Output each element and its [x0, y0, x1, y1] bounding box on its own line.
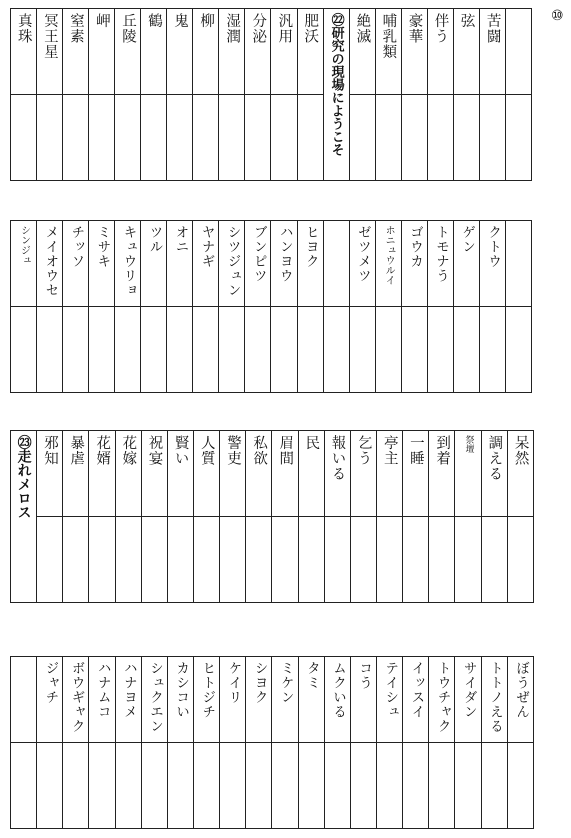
- prompt-text: トモナう: [433, 225, 450, 283]
- answer-cell[interactable]: [298, 743, 324, 829]
- answer-cell[interactable]: [89, 517, 115, 603]
- answer-cell[interactable]: [323, 307, 349, 393]
- prompt-text: トウチャク: [434, 661, 451, 734]
- prompt-text: 岬: [93, 13, 110, 29]
- prompt-cell: [481, 657, 507, 743]
- prompt-text: ジャチ: [42, 661, 59, 705]
- prompt-cell: [246, 657, 272, 743]
- answer-cell[interactable]: [349, 95, 375, 181]
- answer-cell[interactable]: [505, 307, 531, 393]
- answer-row: [11, 95, 532, 181]
- prompt-cell: [11, 221, 37, 307]
- prompt-cell: [323, 9, 349, 181]
- prompt-cell: [246, 431, 272, 517]
- answer-cell[interactable]: [115, 517, 141, 603]
- answer-cell[interactable]: [246, 517, 272, 603]
- prompt-cell: [11, 9, 37, 95]
- prompt-cell: [427, 221, 453, 307]
- answer-cell[interactable]: [350, 517, 376, 603]
- blank-cell: [505, 9, 531, 95]
- prompt-text: ムクいる: [330, 661, 346, 719]
- prompt-cell: [427, 9, 453, 95]
- answer-cell[interactable]: [297, 307, 323, 393]
- prompt-text: オニ: [172, 225, 189, 254]
- prompt-cell: [349, 221, 375, 307]
- prompt-text: 警吏: [224, 435, 241, 466]
- prompt-cell: [324, 657, 350, 743]
- prompt-cell: [455, 431, 481, 517]
- prompt-cell: [245, 9, 271, 95]
- prompt-cell: [376, 657, 402, 743]
- prompt-text: チッソ: [68, 225, 85, 269]
- prompt-text: 肥沃: [302, 13, 319, 44]
- answer-cell[interactable]: [427, 307, 453, 393]
- prompt-cell: [167, 431, 193, 517]
- worksheet-section-2: [10, 220, 532, 393]
- prompt-cell: [167, 221, 193, 307]
- prompt-cell: [63, 657, 89, 743]
- answer-cell[interactable]: [167, 95, 193, 181]
- prompt-cell: [481, 431, 507, 517]
- answer-cell[interactable]: [220, 743, 246, 829]
- prompt-text: 苦闘: [484, 13, 501, 44]
- prompt-cell: [167, 657, 193, 743]
- answer-cell[interactable]: [376, 743, 402, 829]
- prompt-text: 分泌: [250, 13, 267, 44]
- prompt-text: 呆然: [512, 435, 529, 466]
- prompt-text: シヨク: [251, 661, 268, 705]
- prompt-text: トトノえる: [486, 661, 503, 734]
- prompt-text: 民: [303, 435, 320, 451]
- answer-row: [11, 307, 532, 393]
- answer-cell[interactable]: [298, 517, 324, 603]
- prompt-cell: [193, 221, 219, 307]
- answer-row: [11, 517, 534, 603]
- answer-cell[interactable]: [455, 743, 481, 829]
- answer-cell[interactable]: [324, 743, 350, 829]
- prompt-cell: [507, 657, 533, 743]
- answer-cell[interactable]: [455, 517, 481, 603]
- prompt-text: 到着: [434, 435, 451, 466]
- answer-cell[interactable]: [89, 95, 115, 181]
- answer-cell[interactable]: [246, 743, 272, 829]
- prompt-text: シツジュン: [224, 225, 241, 298]
- answer-cell[interactable]: [453, 307, 479, 393]
- blank-cell: [505, 221, 531, 307]
- answer-cell[interactable]: [115, 95, 141, 181]
- prompt-cell: [89, 657, 115, 743]
- prompt-cell: [375, 9, 401, 95]
- answer-cell[interactable]: [11, 743, 37, 829]
- prompt-text: ゴウカ: [406, 225, 423, 269]
- answer-cell[interactable]: [271, 307, 297, 393]
- worksheet-section-3: [10, 430, 534, 603]
- prompt-cell: [63, 221, 89, 307]
- prompt-cell: [376, 431, 402, 517]
- answer-cell[interactable]: [245, 307, 271, 393]
- page-number: ⑩: [551, 8, 564, 24]
- prompt-text: ハナムコ: [94, 661, 111, 719]
- prompt-cell: [115, 9, 141, 95]
- answer-cell[interactable]: [89, 743, 115, 829]
- prompt-cell: [63, 9, 89, 95]
- answer-cell[interactable]: [271, 95, 297, 181]
- prompt-text: クトウ: [485, 225, 502, 269]
- question-row: [11, 657, 534, 743]
- prompt-text: ゲン: [459, 225, 476, 254]
- prompt-text: ぼうぜん: [513, 661, 530, 719]
- prompt-cell: [89, 221, 115, 307]
- answer-cell[interactable]: [401, 307, 427, 393]
- prompt-text: ツル: [146, 225, 163, 254]
- prompt-text: 鬼: [172, 13, 189, 29]
- section-heading: ㉓走れメロス: [15, 435, 32, 519]
- answer-cell[interactable]: [193, 95, 219, 181]
- prompt-text: 絶滅: [354, 13, 371, 44]
- section-heading: ㉒研究の現場にようこそ: [328, 13, 344, 156]
- answer-cell[interactable]: [375, 307, 401, 393]
- answer-cell[interactable]: [63, 307, 89, 393]
- prompt-cell: [429, 431, 455, 517]
- answer-cell[interactable]: [403, 743, 429, 829]
- answer-cell[interactable]: [350, 743, 376, 829]
- prompt-text: 眉間: [277, 435, 294, 466]
- prompt-cell: [453, 221, 479, 307]
- answer-cell[interactable]: [141, 307, 167, 393]
- answer-cell[interactable]: [453, 95, 479, 181]
- prompt-text: 祝宴: [146, 435, 163, 466]
- prompt-text: 報いる: [329, 435, 346, 482]
- prompt-text: 祭壇: [463, 435, 474, 453]
- prompt-cell: [193, 9, 219, 95]
- prompt-text: 柳: [198, 13, 215, 29]
- prompt-text: ヒトジチ: [199, 661, 216, 719]
- answer-cell[interactable]: [427, 95, 453, 181]
- prompt-text: ミケン: [277, 661, 294, 705]
- answer-cell[interactable]: [37, 307, 63, 393]
- answer-cell[interactable]: [89, 307, 115, 393]
- prompt-text: ヒヨク: [302, 225, 319, 269]
- prompt-cell: [401, 9, 427, 95]
- prompt-text: ハンヨウ: [276, 225, 293, 283]
- answer-cell[interactable]: [272, 517, 298, 603]
- answer-cell[interactable]: [220, 517, 246, 603]
- prompt-text: ブンピツ: [250, 225, 267, 283]
- prompt-text: 伴う: [432, 13, 449, 44]
- prompt-text: ゼツメツ: [354, 225, 371, 283]
- answer-cell[interactable]: [193, 307, 219, 393]
- prompt-text: 鶴: [146, 13, 162, 29]
- prompt-cell: [271, 221, 297, 307]
- prompt-cell: [507, 431, 533, 517]
- answer-cell[interactable]: [401, 95, 427, 181]
- prompt-text: 冥王星: [41, 13, 58, 60]
- prompt-cell: [89, 431, 115, 517]
- prompt-cell: [401, 221, 427, 307]
- prompt-cell: [245, 221, 271, 307]
- prompt-text: 私欲: [251, 435, 268, 466]
- answer-cell[interactable]: [63, 743, 89, 829]
- answer-cell[interactable]: [479, 307, 505, 393]
- prompt-cell: [115, 221, 141, 307]
- prompt-cell: [403, 431, 429, 517]
- prompt-cell: [141, 9, 167, 95]
- prompt-text: 亭主: [381, 435, 398, 466]
- prompt-cell: [141, 657, 167, 743]
- prompt-cell: [220, 657, 246, 743]
- prompt-cell: [403, 657, 429, 743]
- prompt-text: 丘陵: [119, 13, 136, 44]
- prompt-text: 賢い: [172, 435, 189, 466]
- prompt-cell: [272, 657, 298, 743]
- prompt-text: ハナヨメ: [120, 661, 137, 719]
- prompt-text: カシコい: [173, 661, 190, 719]
- prompt-text: シュクエン: [147, 661, 164, 734]
- prompt-cell: [323, 221, 349, 307]
- answer-cell[interactable]: [115, 743, 141, 829]
- prompt-cell: [298, 657, 324, 743]
- prompt-cell: [271, 9, 297, 95]
- answer-cell[interactable]: [481, 517, 507, 603]
- prompt-text: テイシュ: [382, 661, 399, 719]
- answer-cell[interactable]: [63, 517, 89, 603]
- answer-cell[interactable]: [429, 517, 455, 603]
- prompt-text: ボウギャク: [68, 661, 85, 734]
- prompt-cell: [297, 221, 323, 307]
- answer-cell[interactable]: [167, 517, 193, 603]
- prompt-text: 一睡: [407, 435, 424, 466]
- prompt-text: 花嫁: [120, 435, 137, 466]
- answer-cell[interactable]: [37, 95, 63, 181]
- prompt-cell: [220, 431, 246, 517]
- answer-row: [11, 743, 534, 829]
- answer-cell[interactable]: [219, 307, 245, 393]
- answer-cell[interactable]: [37, 517, 63, 603]
- prompt-cell: [429, 657, 455, 743]
- prompt-cell: [193, 657, 219, 743]
- prompt-cell: [141, 431, 167, 517]
- prompt-text: 真珠: [15, 13, 32, 44]
- prompt-cell: [375, 221, 401, 307]
- answer-cell[interactable]: [349, 307, 375, 393]
- prompt-text: 弦: [458, 13, 475, 29]
- answer-cell[interactable]: [141, 517, 167, 603]
- prompt-text: サイダン: [460, 661, 477, 719]
- answer-cell[interactable]: [507, 743, 533, 829]
- prompt-text: 湿潤: [224, 13, 241, 44]
- answer-cell[interactable]: [297, 95, 323, 181]
- answer-cell[interactable]: [37, 743, 63, 829]
- prompt-cell: [219, 221, 245, 307]
- prompt-text: 邪知: [41, 435, 58, 466]
- question-row: [11, 9, 532, 95]
- prompt-cell: [479, 9, 505, 95]
- prompt-cell: [115, 431, 141, 517]
- answer-cell[interactable]: [505, 95, 531, 181]
- answer-cell[interactable]: [481, 743, 507, 829]
- prompt-cell: [193, 431, 219, 517]
- prompt-text: イッスイ: [408, 661, 425, 719]
- worksheet-section-4: [10, 656, 534, 829]
- prompt-text: 乞う: [355, 435, 372, 466]
- answer-cell[interactable]: [11, 95, 37, 181]
- prompt-cell: [350, 657, 376, 743]
- prompt-text: シンジュ: [18, 225, 30, 265]
- prompt-cell: [37, 9, 63, 95]
- answer-cell[interactable]: [193, 517, 219, 603]
- prompt-text: 哺乳類: [380, 13, 397, 60]
- prompt-cell: [455, 657, 481, 743]
- prompt-cell: [298, 431, 324, 517]
- answer-cell[interactable]: [193, 743, 219, 829]
- prompt-text: 窒素: [67, 13, 84, 44]
- answer-cell[interactable]: [115, 307, 141, 393]
- prompt-cell: [37, 657, 63, 743]
- prompt-cell: [324, 431, 350, 517]
- answer-cell[interactable]: [429, 743, 455, 829]
- prompt-text: メイオウセ: [42, 225, 59, 298]
- prompt-text: コう: [356, 661, 373, 690]
- prompt-cell: [11, 657, 37, 743]
- prompt-text: 調える: [486, 435, 503, 482]
- prompt-text: 豪華: [406, 13, 423, 44]
- worksheet-section-1: [10, 8, 532, 181]
- prompt-cell: [297, 9, 323, 95]
- answer-cell[interactable]: [219, 95, 245, 181]
- prompt-cell: [350, 431, 376, 517]
- prompt-text: キュウリョ: [120, 225, 137, 298]
- answer-cell[interactable]: [479, 95, 505, 181]
- answer-cell[interactable]: [376, 517, 402, 603]
- prompt-cell: [89, 9, 115, 95]
- answer-cell[interactable]: [11, 307, 37, 393]
- answer-cell[interactable]: [324, 517, 350, 603]
- answer-cell[interactable]: [63, 95, 89, 181]
- prompt-text: ホニュウルイ: [383, 225, 395, 285]
- answer-cell[interactable]: [375, 95, 401, 181]
- prompt-cell: [453, 9, 479, 95]
- prompt-cell: [272, 431, 298, 517]
- prompt-cell: [141, 221, 167, 307]
- prompt-text: 人質: [198, 435, 215, 466]
- answer-cell[interactable]: [245, 95, 271, 181]
- prompt-cell: [11, 431, 37, 603]
- answer-cell[interactable]: [141, 95, 167, 181]
- prompt-text: 暴虐: [68, 435, 85, 466]
- prompt-text: ヤナギ: [198, 225, 215, 269]
- answer-cell[interactable]: [141, 743, 167, 829]
- prompt-cell: [479, 221, 505, 307]
- question-row: [11, 221, 532, 307]
- question-row: [11, 431, 534, 517]
- answer-cell[interactable]: [507, 517, 533, 603]
- prompt-text: ミサキ: [94, 225, 111, 269]
- prompt-cell: [115, 657, 141, 743]
- prompt-text: ケイリ: [225, 661, 242, 705]
- prompt-cell: [349, 9, 375, 95]
- prompt-text: 汎用: [276, 13, 293, 44]
- prompt-cell: [37, 221, 63, 307]
- prompt-text: タミ: [303, 661, 320, 690]
- answer-cell[interactable]: [167, 307, 193, 393]
- prompt-cell: [37, 431, 63, 517]
- answer-cell[interactable]: [403, 517, 429, 603]
- prompt-cell: [167, 9, 193, 95]
- answer-cell[interactable]: [272, 743, 298, 829]
- prompt-cell: [63, 431, 89, 517]
- answer-cell[interactable]: [167, 743, 193, 829]
- prompt-text: 花婿: [94, 435, 111, 466]
- prompt-cell: [219, 9, 245, 95]
